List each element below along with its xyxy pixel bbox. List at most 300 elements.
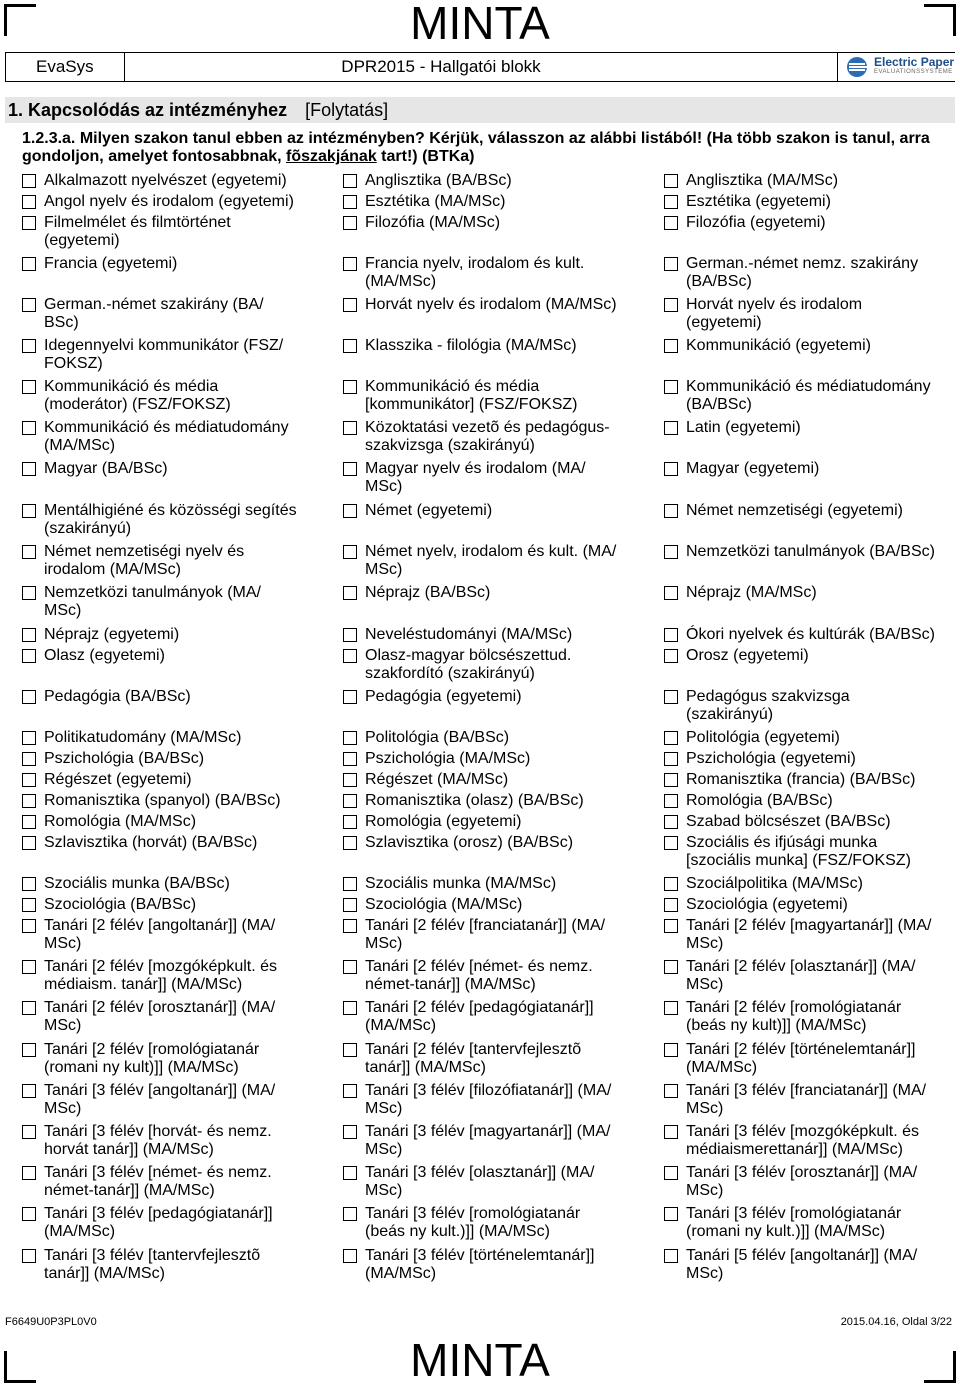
option-label: Tanári [3 félév [pedagógiatanár]] (MA/MSc) <box>44 1205 273 1240</box>
major-option[interactable] <box>22 875 322 893</box>
checkbox[interactable] <box>22 216 36 230</box>
major-option[interactable] <box>22 1164 322 1199</box>
option-label: Esztétika (egyetemi) <box>686 193 831 210</box>
checkbox[interactable] <box>664 898 678 912</box>
major-option[interactable] <box>343 1205 643 1240</box>
checkbox[interactable] <box>664 1249 678 1263</box>
major-option[interactable] <box>22 896 322 914</box>
option-label: Tanári [3 félév [német- és nemz. német-tanár]] (MA/MSc) <box>44 1164 272 1199</box>
checkbox[interactable] <box>343 504 357 518</box>
option-label: Szociális és ifjúsági munka [szociális munka] (FSZ/FOKSZ) <box>686 834 911 869</box>
major-option[interactable] <box>664 584 956 602</box>
checkbox[interactable] <box>22 174 36 188</box>
checkbox[interactable] <box>664 690 678 704</box>
option-label: Horvát nyelv és irodalom (egyetemi) <box>686 296 863 331</box>
option-label: Tanári [3 félév [tantervfejlesztõ tanár]] (MA/MSc) <box>44 1247 261 1282</box>
major-option[interactable] <box>664 1164 956 1199</box>
checkbox[interactable] <box>664 216 678 230</box>
checkbox[interactable] <box>343 195 357 209</box>
checkbox[interactable] <box>664 298 678 312</box>
major-option[interactable] <box>664 296 956 331</box>
option-label: Esztétika (MA/MSc) <box>365 193 506 210</box>
option-label: Szociológia (BA/BSc) <box>44 896 197 913</box>
option-label: Szociológia (egyetemi) <box>686 896 848 913</box>
major-option[interactable] <box>664 771 956 789</box>
checkbox[interactable] <box>664 628 678 642</box>
checkbox[interactable] <box>343 380 357 394</box>
major-option[interactable] <box>343 626 643 644</box>
option-label: Filozófia (MA/MSc) <box>365 214 501 231</box>
checkbox[interactable] <box>343 836 357 850</box>
checkbox[interactable] <box>22 836 36 850</box>
option-label: Tanári [3 félév [romológiatanár (beás ny kult.)]] (MA/MSc) <box>365 1205 581 1240</box>
major-option[interactable] <box>343 193 643 211</box>
checkbox[interactable] <box>664 586 678 600</box>
option-label: Német nemzetiségi nyelv és irodalom (MA/MSc) <box>44 543 245 578</box>
checkbox[interactable] <box>664 339 678 353</box>
option-label: Nemzetközi tanulmányok (MA/ MSc) <box>44 584 261 619</box>
checkbox[interactable] <box>22 1001 36 1015</box>
major-option[interactable] <box>664 896 956 914</box>
major-option[interactable] <box>22 1123 322 1158</box>
checkbox[interactable] <box>343 545 357 559</box>
option-label: Tanári [2 félév [magyartanár]] (MA/ MSc) <box>686 917 932 952</box>
major-option[interactable] <box>22 958 322 993</box>
checkbox[interactable] <box>343 773 357 787</box>
major-option[interactable] <box>343 296 643 314</box>
checkbox[interactable] <box>343 339 357 353</box>
major-option[interactable] <box>22 647 322 665</box>
major-option[interactable] <box>343 792 643 810</box>
major-option[interactable] <box>664 688 956 723</box>
major-option[interactable] <box>664 875 956 893</box>
checkbox[interactable] <box>343 649 357 663</box>
option-label: Régészet (MA/MSc) <box>365 771 509 788</box>
checkbox[interactable] <box>343 257 357 271</box>
checkbox[interactable] <box>22 690 36 704</box>
option-label: Tanári [2 félév [tantervfejlesztõ tanár]] (MA/MSc) <box>365 1041 582 1076</box>
checkbox[interactable] <box>664 504 678 518</box>
major-option[interactable] <box>664 792 956 810</box>
major-option[interactable] <box>343 337 643 355</box>
major-option[interactable] <box>664 378 956 413</box>
option-label: Klasszika - filológia (MA/MSc) <box>365 337 577 354</box>
checkbox[interactable] <box>343 586 357 600</box>
checkbox[interactable] <box>664 1084 678 1098</box>
checkbox[interactable] <box>343 690 357 704</box>
checkbox[interactable] <box>664 836 678 850</box>
major-option[interactable] <box>343 1247 643 1282</box>
major-option[interactable] <box>22 771 322 789</box>
checkbox[interactable] <box>22 298 36 312</box>
checkbox[interactable] <box>664 919 678 933</box>
major-option[interactable] <box>664 626 956 644</box>
option-label: Anglisztika (BA/BSc) <box>365 172 512 189</box>
checkbox[interactable] <box>22 421 36 435</box>
option-label: Tanári [2 félév [romológiatanár (romani ny kult)]] (MA/MSc) <box>44 1041 260 1076</box>
checkbox[interactable] <box>22 752 36 766</box>
checkbox[interactable] <box>664 545 678 559</box>
option-label: Francia nyelv, irodalom és kult. (MA/MSc) <box>365 255 585 290</box>
major-option[interactable] <box>22 419 322 454</box>
option-label: Nemzetközi tanulmányok (BA/BSc) <box>686 543 935 560</box>
app-name: EvaSys <box>5 53 125 81</box>
major-option[interactable] <box>343 1041 643 1076</box>
major-option[interactable] <box>343 896 643 914</box>
checkbox[interactable] <box>22 898 36 912</box>
major-option[interactable] <box>22 460 322 478</box>
major-option[interactable] <box>343 1123 643 1158</box>
option-label: Idegennyelvi kommunikátor (FSZ/ FOKSZ) <box>44 337 284 372</box>
option-label: Tanári [5 félév [angoltanár]] (MA/ MSc) <box>686 1247 918 1282</box>
major-option[interactable] <box>343 999 643 1034</box>
checkbox[interactable] <box>664 1207 678 1221</box>
major-option[interactable] <box>664 172 956 190</box>
major-option[interactable] <box>343 958 643 993</box>
option-label: Romológia (MA/MSc) <box>44 813 197 830</box>
major-option[interactable] <box>343 255 643 290</box>
option-label: Német nyelv, irodalom és kult. (MA/ MSc) <box>365 543 617 578</box>
option-label: Kommunikáció és média (moderátor) (FSZ/FOKSZ) <box>44 378 231 413</box>
major-option[interactable] <box>343 875 643 893</box>
major-option[interactable] <box>22 502 322 537</box>
checkbox[interactable] <box>343 794 357 808</box>
option-label: Tanári [2 félév [történelemtanár]] (MA/MSc) <box>686 1041 916 1076</box>
major-option[interactable] <box>343 813 643 831</box>
option-label: Közoktatási vezetõ és pedagógus- szakvizsga (szakirányú) <box>365 419 610 454</box>
major-option[interactable] <box>664 337 956 355</box>
option-label: Tanári [3 félév [angoltanár]] (MA/ MSc) <box>44 1082 276 1117</box>
form-code: F6649U0P3PL0V0 <box>5 1316 97 1328</box>
checkbox[interactable] <box>22 649 36 663</box>
major-option[interactable] <box>343 771 643 789</box>
checkbox[interactable] <box>664 380 678 394</box>
option-label: Szociálpolitika (MA/MSc) <box>686 875 863 892</box>
checkbox[interactable] <box>343 1249 357 1263</box>
option-label: Filozófia (egyetemi) <box>686 214 826 231</box>
option-label: Angol nyelv és irodalom (egyetemi) <box>44 193 294 210</box>
checkbox[interactable] <box>22 773 36 787</box>
checkbox[interactable] <box>22 504 36 518</box>
major-option[interactable] <box>22 792 322 810</box>
checkbox[interactable] <box>343 815 357 829</box>
major-option[interactable] <box>343 378 643 413</box>
checkbox[interactable] <box>343 174 357 188</box>
option-label: Tanári [3 félév [mozgóképkult. és médiaismerettanár]] (MA/MSc) <box>686 1123 920 1158</box>
major-option[interactable] <box>22 626 322 644</box>
major-option[interactable] <box>22 337 322 372</box>
checkbox[interactable] <box>343 1084 357 1098</box>
checkbox[interactable] <box>343 731 357 745</box>
checkbox[interactable] <box>343 421 357 435</box>
checkbox[interactable] <box>343 628 357 642</box>
option-label: Szociális munka (MA/MSc) <box>365 875 557 892</box>
major-option[interactable] <box>22 193 322 211</box>
option-label: Tanári [2 félév [olasztanár]] (MA/ MSc) <box>686 958 916 993</box>
option-label: Pszichológia (MA/MSc) <box>365 750 531 767</box>
question-emphasis: fõszakjának <box>286 148 377 165</box>
checkbox[interactable] <box>22 877 36 891</box>
option-label: Néprajz (egyetemi) <box>44 626 180 643</box>
checkbox[interactable] <box>664 649 678 663</box>
option-label: Tanári [3 félév [magyartanár]] (MA/ MSc) <box>365 1123 611 1158</box>
checkbox[interactable] <box>664 752 678 766</box>
checkbox[interactable] <box>22 1084 36 1098</box>
checkbox[interactable] <box>22 586 36 600</box>
checkbox[interactable] <box>22 794 36 808</box>
major-option[interactable] <box>22 296 322 331</box>
checkbox[interactable] <box>664 815 678 829</box>
major-option[interactable] <box>343 584 643 602</box>
option-label: German.-német szakirány (BA/ BSc) <box>44 296 264 331</box>
checkbox[interactable] <box>22 731 36 745</box>
option-label: Kommunikáció és média [kommunikátor] (FSZ/FOKSZ) <box>365 378 578 413</box>
major-option[interactable] <box>22 750 322 768</box>
major-option[interactable] <box>343 214 643 232</box>
major-option[interactable] <box>664 193 956 211</box>
option-label: Anglisztika (MA/MSc) <box>686 172 839 189</box>
option-label: Német (egyetemi) <box>365 502 493 519</box>
option-label: Tanári [3 félév [filozófiatanár]] (MA/ MSc) <box>365 1082 612 1117</box>
checkbox[interactable] <box>22 1166 36 1180</box>
option-label: Orosz (egyetemi) <box>686 647 809 664</box>
option-label: Tanári [3 félév [romológiatanár (romani ny kult.)]] (MA/MSc) <box>686 1205 902 1240</box>
checkbox[interactable] <box>343 1125 357 1139</box>
major-option[interactable] <box>664 1205 956 1240</box>
question-text-part-2: tart!) (BTKa) <box>376 148 475 165</box>
major-option[interactable] <box>664 255 956 290</box>
checkbox[interactable] <box>22 380 36 394</box>
major-option[interactable] <box>343 1164 643 1199</box>
checkbox[interactable] <box>664 195 678 209</box>
major-option[interactable] <box>22 584 322 619</box>
option-label: Horvát nyelv és irodalom (MA/MSc) <box>365 296 617 313</box>
checkbox[interactable] <box>343 877 357 891</box>
major-option[interactable] <box>22 813 322 831</box>
checkbox[interactable] <box>343 216 357 230</box>
option-label: Néprajz (MA/MSc) <box>686 584 817 601</box>
major-option[interactable] <box>22 214 322 249</box>
option-label: Olasz-magyar bölcsészettud. szakfordító (szakirányú) <box>365 647 572 682</box>
major-option[interactable] <box>22 999 322 1034</box>
option-label: Romanisztika (francia) (BA/BSc) <box>686 771 916 788</box>
form-title: DPR2015 - Hallgatói blokk <box>125 53 838 81</box>
major-option[interactable] <box>664 958 956 993</box>
checkbox[interactable] <box>22 919 36 933</box>
option-label: Politikatudomány (MA/MSc) <box>44 729 242 746</box>
checkbox[interactable] <box>664 960 678 974</box>
option-label: Tanári [2 félév [mozgóképkult. és médiaism. tanár]] (MA/MSc) <box>44 958 278 993</box>
checkbox[interactable] <box>664 1001 678 1015</box>
option-label: Alkalmazott nyelvészet (egyetemi) <box>44 172 287 189</box>
checkbox[interactable] <box>664 1125 678 1139</box>
page-info: 2015.04.16, Oldal 3/22 <box>840 1316 952 1328</box>
option-label: Kommunikáció és médiatudomány (BA/BSc) <box>686 378 931 413</box>
option-label: Tanári [3 félév [olasztanár]] (MA/ MSc) <box>365 1164 595 1199</box>
option-label: Tanári [2 félév [angoltanár]] (MA/ MSc) <box>44 917 276 952</box>
major-option[interactable] <box>22 834 322 852</box>
major-option[interactable] <box>343 647 643 682</box>
checkbox[interactable] <box>22 545 36 559</box>
checkbox[interactable] <box>664 257 678 271</box>
checkbox[interactable] <box>664 773 678 787</box>
option-label: Neveléstudományi (MA/MSc) <box>365 626 573 643</box>
option-label: Szlavisztika (orosz) (BA/BSc) <box>365 834 574 851</box>
checkbox[interactable] <box>22 1125 36 1139</box>
checkbox[interactable] <box>343 898 357 912</box>
major-option[interactable] <box>664 1041 956 1076</box>
checkbox[interactable] <box>664 1043 678 1057</box>
section-continuation: [Folytatás] <box>305 99 389 120</box>
major-option[interactable] <box>343 543 643 578</box>
checkbox[interactable] <box>22 628 36 642</box>
major-option[interactable] <box>22 1082 322 1117</box>
option-label: Romanisztika (spanyol) (BA/BSc) <box>44 792 281 809</box>
option-label: Filmelmélet és filmtörténet (egyetemi) <box>44 214 231 249</box>
checkbox[interactable] <box>343 919 357 933</box>
major-option[interactable] <box>664 813 956 831</box>
major-option[interactable] <box>343 172 643 190</box>
major-option[interactable] <box>664 214 956 232</box>
option-label: Régészet (egyetemi) <box>44 771 192 788</box>
checkbox[interactable] <box>664 421 678 435</box>
option-label: Tanári [2 félév [pedagógiatanár]] (MA/MSc) <box>365 999 594 1034</box>
checkbox[interactable] <box>22 1207 36 1221</box>
checkbox[interactable] <box>22 960 36 974</box>
checkbox[interactable] <box>22 1043 36 1057</box>
option-label: Pedagógia (BA/BSc) <box>44 688 191 705</box>
major-option[interactable] <box>343 750 643 768</box>
checkbox[interactable] <box>664 794 678 808</box>
checkbox[interactable] <box>343 1043 357 1057</box>
checkbox[interactable] <box>343 1166 357 1180</box>
option-label: Szlavisztika (horvát) (BA/BSc) <box>44 834 258 851</box>
checkbox[interactable] <box>664 174 678 188</box>
major-option[interactable] <box>664 729 956 747</box>
major-option[interactable] <box>22 1205 322 1240</box>
major-option[interactable] <box>343 419 643 454</box>
option-label: Tanári [3 félév [franciatanár]] (MA/ MSc) <box>686 1082 927 1117</box>
option-label: Pedagógus szakvizsga (szakirányú) <box>686 688 850 723</box>
checkbox[interactable] <box>664 877 678 891</box>
major-option[interactable] <box>22 688 322 706</box>
logo-tagline: EVALUATIONSSYSTEME <box>874 69 953 75</box>
major-option[interactable] <box>22 729 322 747</box>
option-label: Olasz (egyetemi) <box>44 647 165 664</box>
major-option[interactable] <box>343 834 643 852</box>
major-option[interactable] <box>343 502 643 520</box>
major-option[interactable] <box>664 460 956 478</box>
option-label: Magyar (egyetemi) <box>686 460 820 477</box>
option-label: Szociális munka (BA/BSc) <box>44 875 230 892</box>
option-label: Tanári [3 félév [történelemtanár]] (MA/MSc) <box>365 1247 595 1282</box>
option-label: Szabad bölcsészet (BA/BSc) <box>686 813 891 830</box>
option-label: German.-német nemz. szakirány (BA/BSc) <box>686 255 919 290</box>
major-option[interactable] <box>664 834 956 869</box>
checkbox[interactable] <box>343 960 357 974</box>
major-option[interactable] <box>343 1082 643 1117</box>
major-option[interactable] <box>664 750 956 768</box>
checkbox[interactable] <box>22 462 36 476</box>
option-label: Latin (egyetemi) <box>686 419 801 436</box>
major-option[interactable] <box>664 1123 956 1158</box>
option-label: Tanári [2 félév [romológiatanár (beás ny kult)]] (MA/MSc) <box>686 999 902 1034</box>
major-option[interactable] <box>22 1247 322 1282</box>
checkbox[interactable] <box>664 1166 678 1180</box>
checkbox[interactable] <box>22 1249 36 1263</box>
option-label: Pedagógia (egyetemi) <box>365 688 522 705</box>
option-label: Kommunikáció és médiatudomány (MA/MSc) <box>44 419 289 454</box>
major-option[interactable] <box>664 543 956 561</box>
major-option[interactable] <box>22 172 322 190</box>
major-option[interactable] <box>343 688 643 706</box>
option-label: Magyar nyelv és irodalom (MA/ MSc) <box>365 460 586 495</box>
checkbox[interactable] <box>22 257 36 271</box>
major-option[interactable] <box>22 917 322 952</box>
checkbox[interactable] <box>343 462 357 476</box>
checkbox[interactable] <box>343 298 357 312</box>
major-option[interactable] <box>664 419 956 437</box>
major-option[interactable] <box>22 255 322 273</box>
major-option[interactable] <box>343 729 643 747</box>
option-label: Romológia (BA/BSc) <box>686 792 833 809</box>
major-option[interactable] <box>22 543 322 578</box>
major-option[interactable] <box>664 1082 956 1117</box>
section-title: 1. Kapcsolódás az intézményhez <box>8 99 288 120</box>
option-label: Romológia (egyetemi) <box>365 813 522 830</box>
option-label: Francia (egyetemi) <box>44 255 178 272</box>
option-label: Pszichológia (egyetemi) <box>686 750 856 767</box>
option-label: Ókori nyelvek és kultúrák (BA/BSc) <box>686 626 935 643</box>
option-label: Tanári [2 félév [franciatanár]] (MA/ MSc) <box>365 917 606 952</box>
checkbox[interactable] <box>22 815 36 829</box>
checkbox[interactable] <box>22 195 36 209</box>
major-option[interactable] <box>664 917 956 952</box>
major-option[interactable] <box>22 1041 322 1076</box>
option-label: Pszichológia (BA/BSc) <box>44 750 205 767</box>
option-label: Magyar (BA/BSc) <box>44 460 168 477</box>
option-label: Politológia (egyetemi) <box>686 729 840 746</box>
option-label: Néprajz (BA/BSc) <box>365 584 491 601</box>
option-label: Tanári [3 félév [orosztanár]] (MA/ MSc) <box>686 1164 918 1199</box>
checkbox[interactable] <box>664 462 678 476</box>
watermark-bottom: MINTA <box>410 1334 550 1386</box>
option-label: Romanisztika (olasz) (BA/BSc) <box>365 792 584 809</box>
option-label: Politológia (BA/BSc) <box>365 729 510 746</box>
checkbox[interactable] <box>22 339 36 353</box>
question-text-part-1: 1.2.3.a. Milyen szakon tanul ebben az intézményben? Kérjük, válasszon az alábbi listából! (Ha több szakon is tanul, arra gondoljon, amelyet fontosabbnak, <box>22 130 930 165</box>
option-label: Szociológia (MA/MSc) <box>365 896 523 913</box>
major-option[interactable] <box>343 917 643 952</box>
major-option[interactable] <box>22 378 322 413</box>
logo-name: Electric Paper <box>874 55 955 69</box>
checkbox[interactable] <box>343 1001 357 1015</box>
major-option[interactable] <box>664 502 956 520</box>
option-label: Kommunikáció (egyetemi) <box>686 337 871 354</box>
checkbox[interactable] <box>343 752 357 766</box>
option-label: Mentálhigiéné és közösségi segítés (szakirányú) <box>44 502 297 537</box>
major-option[interactable] <box>664 999 956 1034</box>
major-option[interactable] <box>664 1247 956 1282</box>
watermark-top: MINTA <box>410 0 550 49</box>
major-option[interactable] <box>664 647 956 665</box>
major-option[interactable] <box>343 460 643 495</box>
option-label: Német nemzetiségi (egyetemi) <box>686 502 903 519</box>
checkbox[interactable] <box>343 1207 357 1221</box>
option-label: Tanári [2 félév [német- és nemz. német-tanár]] (MA/MSc) <box>365 958 593 993</box>
option-label: Tanári [2 félév [orosztanár]] (MA/ MSc) <box>44 999 276 1034</box>
checkbox[interactable] <box>664 731 678 745</box>
